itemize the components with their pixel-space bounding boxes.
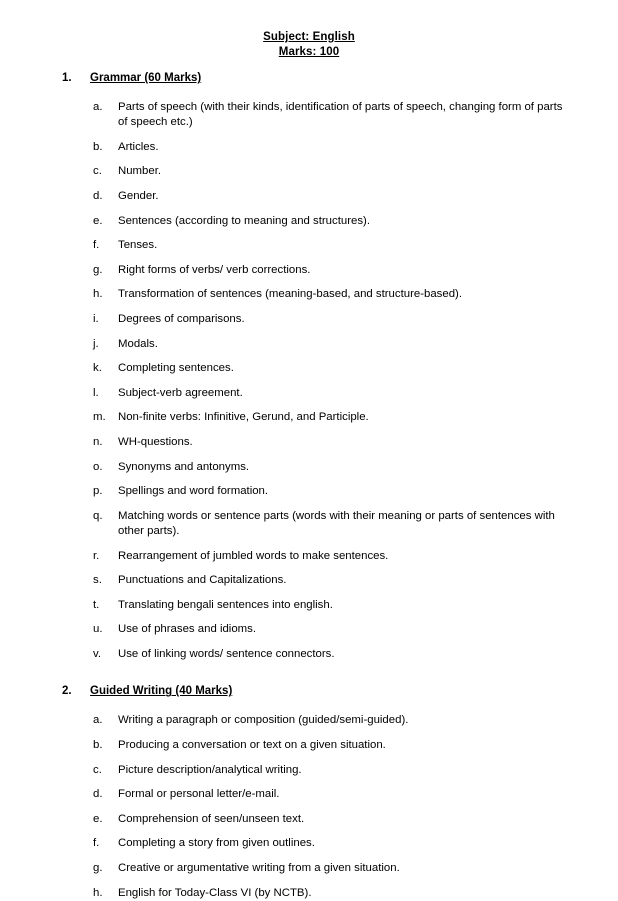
- list-item: [0, 549, 618, 564]
- list-item-marker: l.: [93, 386, 99, 399]
- list-item-text: Creative or argumentative writing from a given situation.: [118, 862, 400, 875]
- header-subject-text: Subject: English: [263, 31, 355, 43]
- list-item-text: Transformation of sentences (meaning-based, and structure-based).: [118, 288, 463, 301]
- list-item-marker: c.: [93, 165, 102, 178]
- list-item-text: Articles.: [118, 140, 159, 153]
- list-item-text: Gender.: [118, 189, 159, 202]
- list-item: [0, 164, 618, 179]
- list-item-marker: h.: [93, 288, 103, 301]
- list-item: [0, 738, 618, 753]
- list-item: [0, 763, 618, 778]
- list-item: [0, 238, 618, 253]
- list-item-text: Synonyms and antonyms.: [118, 460, 250, 473]
- list-item: [0, 189, 618, 204]
- list-item-text: Sentences (according to meaning and structures).: [118, 214, 370, 227]
- list-item-marker: f.: [93, 837, 100, 850]
- list-item: [0, 622, 618, 637]
- list-item-text: Formal or personal letter/e-mail.: [118, 788, 280, 801]
- list-item: [0, 100, 618, 130]
- list-item-text: Number.: [118, 165, 162, 178]
- list-item-marker: a.: [93, 101, 103, 113]
- list-item-marker: r.: [93, 549, 100, 562]
- list-item-text: WH-questions.: [118, 435, 193, 448]
- list-item-marker: p.: [93, 485, 103, 498]
- header-marks-text: Marks: 100: [278, 46, 340, 58]
- list-item-text: Punctuations and Capitalizations.: [118, 574, 287, 587]
- section-grammar: [0, 70, 618, 662]
- list-item-text: Spellings and word formation.: [118, 485, 269, 498]
- list-item-marker: g.: [93, 862, 103, 875]
- list-item-text: Right forms of verbs/ verb corrections.: [118, 263, 311, 276]
- list-item-text: Matching words or sentence parts (words with their meaning or parts of sentences with other parts).: [118, 509, 555, 537]
- list-item-marker: t.: [93, 598, 100, 611]
- section-guided-writing: [0, 683, 618, 900]
- list-item-text: Tenses.: [118, 239, 158, 252]
- list-item: [0, 484, 618, 499]
- list-item-marker: g.: [93, 263, 103, 276]
- list-item-marker: o.: [93, 460, 103, 473]
- list-item-text: Parts of speech (with their kinds, identification of parts of speech, changing form of parts of speech etc.): [118, 101, 563, 129]
- grammar-item-list: [0, 100, 618, 662]
- section-heading-guided-writing: [0, 683, 618, 699]
- list-item-marker: i.: [93, 312, 99, 325]
- list-item-marker: q.: [93, 509, 103, 522]
- list-item-marker: a.: [93, 714, 103, 727]
- guided-writing-item-list: [0, 713, 618, 900]
- list-item: [0, 312, 618, 327]
- list-item: [0, 287, 618, 302]
- list-item-marker: d.: [93, 788, 103, 801]
- list-item-text: Degrees of comparisons.: [118, 312, 245, 325]
- list-item-marker: e.: [93, 812, 103, 825]
- list-item-text: Use of phrases and idioms.: [118, 623, 257, 636]
- list-item-marker: u.: [93, 623, 103, 636]
- header-line-marks: [0, 45, 618, 60]
- list-item-marker: b.: [93, 739, 103, 752]
- list-item-marker: c.: [93, 763, 102, 776]
- list-item: [0, 361, 618, 376]
- list-item: [0, 460, 618, 475]
- document-header: [0, 30, 618, 60]
- list-item-text: Picture description/analytical writing.: [118, 763, 302, 776]
- list-item-marker: s.: [93, 574, 102, 587]
- list-item-text: Translating bengali sentences into english.: [118, 598, 333, 611]
- list-item: [0, 140, 618, 155]
- list-item: [0, 435, 618, 450]
- list-item: [0, 836, 618, 851]
- list-item: [0, 812, 618, 827]
- list-item: [0, 598, 618, 613]
- section-title: Grammar (60 Marks): [90, 72, 202, 84]
- list-item-marker: k.: [93, 362, 102, 375]
- list-item-marker: d.: [93, 189, 103, 202]
- list-item: [0, 410, 618, 425]
- list-item: [0, 509, 618, 539]
- list-item: [0, 337, 618, 352]
- list-item: [0, 861, 618, 876]
- list-item: [0, 386, 618, 401]
- list-item: [0, 787, 618, 802]
- list-item-text: Writing a paragraph or composition (guided/semi-guided).: [118, 714, 409, 727]
- list-item-text: Completing a story from given outlines.: [118, 837, 315, 850]
- section-title: Guided Writing (40 Marks): [90, 685, 233, 698]
- list-item-marker: b.: [93, 140, 103, 153]
- list-item-marker: n.: [93, 435, 103, 448]
- list-item-marker: h.: [93, 886, 103, 899]
- list-item-marker: f.: [93, 239, 100, 252]
- list-item: [0, 647, 618, 662]
- list-item-text: Use of linking words/ sentence connectors.: [118, 647, 335, 660]
- section-heading-grammar: [0, 70, 618, 86]
- list-item-marker: j.: [93, 337, 99, 350]
- list-item-marker: v.: [93, 647, 102, 660]
- list-item-text: Modals.: [118, 337, 158, 350]
- list-item-text: Rearrangement of jumbled words to make sentences.: [118, 549, 389, 562]
- section-number: 1.: [62, 72, 72, 84]
- list-item-text: Comprehension of seen/unseen text.: [118, 812, 305, 825]
- list-item: [0, 573, 618, 588]
- list-item-text: Subject-verb agreement.: [118, 386, 243, 399]
- header-line-subject: [0, 30, 618, 45]
- list-item-text: Producing a conversation or text on a given situation.: [118, 739, 386, 752]
- list-item-text: Completing sentences.: [118, 362, 234, 375]
- list-item: [0, 214, 618, 229]
- list-item: [0, 713, 618, 728]
- section-divider-space: [0, 671, 618, 683]
- list-item-marker: m.: [93, 411, 106, 424]
- list-item-text: English for Today-Class VI (by NCTB).: [118, 886, 312, 899]
- list-item-text: Non-finite verbs: Infinitive, Gerund, and Participle.: [118, 411, 369, 424]
- list-item: [0, 263, 618, 278]
- list-item-marker: e.: [93, 214, 103, 227]
- list-item: [0, 886, 618, 901]
- section-number: 2.: [62, 685, 72, 698]
